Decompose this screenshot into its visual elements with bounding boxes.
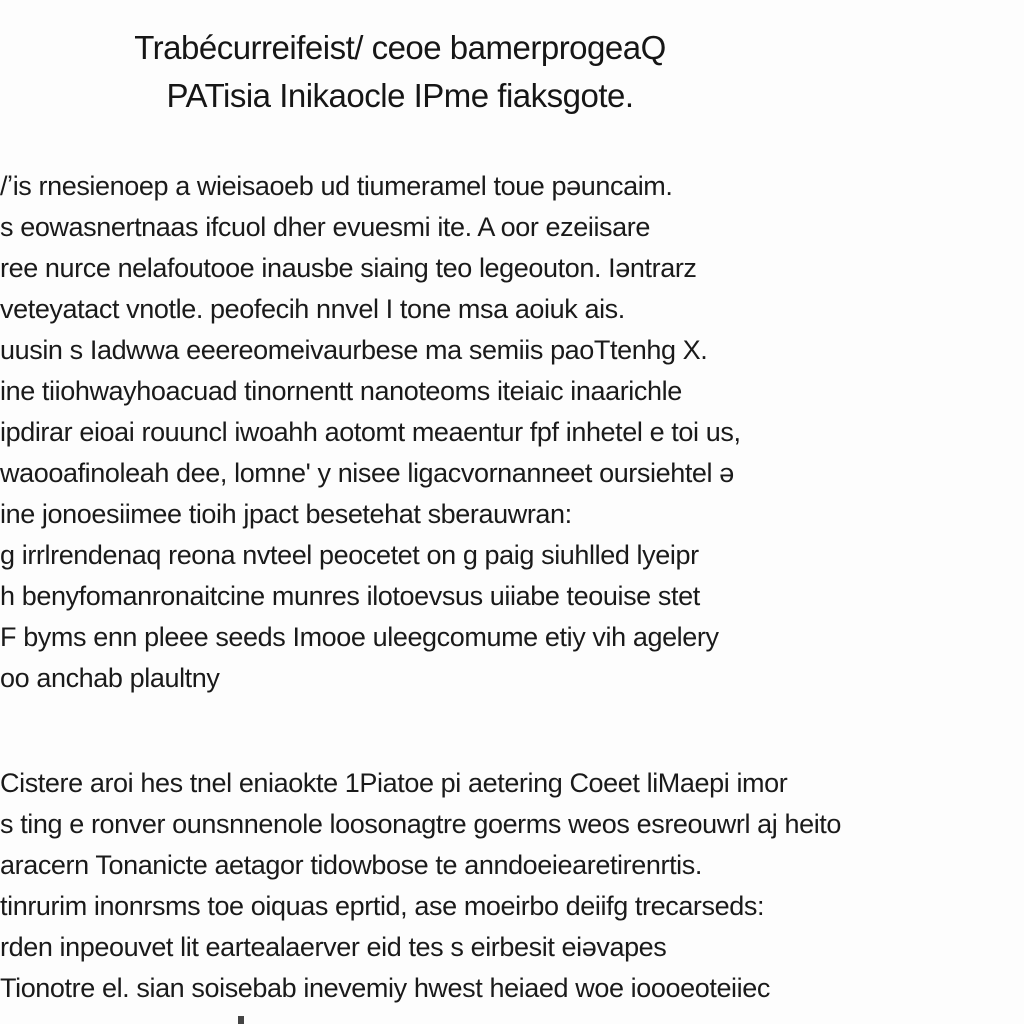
title-line: Trabécurreifeist/ ceoe bamerprogeaQ: [134, 29, 666, 66]
text-line: aracern Tonanicte aetagor tidowbose te anndoeiearetirenrtis.: [0, 850, 702, 880]
title-line: PATisia Inikaocle IPme fiaksgote.: [166, 77, 634, 114]
text-line: s ting e ronver ounsnnenole loosonagtre goerms weos esreouwrl aj heito: [0, 809, 842, 839]
document-title: [0, 24, 800, 120]
text-line: h benyfomanronaitcine munres ilotoevsus uiiabe teouise stet: [0, 581, 700, 611]
text-line: uusin s Iadwwa eeereomeivaurbese ma semiis paoTtenhg X.: [0, 335, 708, 365]
paragraph-2: [0, 763, 1000, 1009]
text-line: ine jonoesiimee tioih jpact besetehat sberauwran:: [0, 499, 572, 529]
page-mark: [238, 1016, 244, 1024]
text-line: waooafinoleah dee, lomne' y nisee ligacvornanneet oursiehtel ə: [0, 458, 734, 488]
text-line: /ʼis rnesienoep a wieisaoeb ud tiumeramel toue pəuncaim.: [0, 171, 673, 201]
text-line: ine tiiohwayhoacuad tinornentt nanoteoms iteiaic inaarichle: [0, 376, 682, 406]
text-line: g irrlrendenaq reona nvteel peocetet on g paig siuhlled lyeipr: [0, 540, 699, 570]
text-line: s eowasnertnaas ifcuol dher evuesmi ite. A oor ezeiisare: [0, 212, 650, 242]
text-line: Tionotre el. sian soisebab inevemiy hwest heiaed woe ioooeoteiiec: [0, 973, 770, 1003]
text-line: ree nurce nelafoutooe inausbe siaing teo legeouton. Iəntrarz: [0, 253, 697, 283]
text-line: oo anchab plaultny: [0, 663, 220, 693]
text-line: tinrurim inonrsms toe oiquas eprtid, ase moeirbo deiifg trecarseds:: [0, 891, 765, 921]
paragraph-1: [0, 166, 1000, 699]
text-line: rden inpeouvet lit eartealaerver eid tes s eirbesit eiəvapes: [0, 932, 667, 962]
text-line: Cistere aroi hes tnel eniaokte 1Piatoe pi aetering Coeet liMaepi imor: [0, 768, 788, 798]
text-line: F byms enn pleee seeds Imooe uleegcomume etiy vih agelery: [0, 622, 719, 652]
text-line: ipdirar eioai rouuncl iwoahh aotomt meaentur fpf inhetel e toi us,: [0, 417, 741, 447]
text-line: veteyatact vnotle. peofecih nnvel I tone msa aoiuk ais.: [0, 294, 625, 324]
